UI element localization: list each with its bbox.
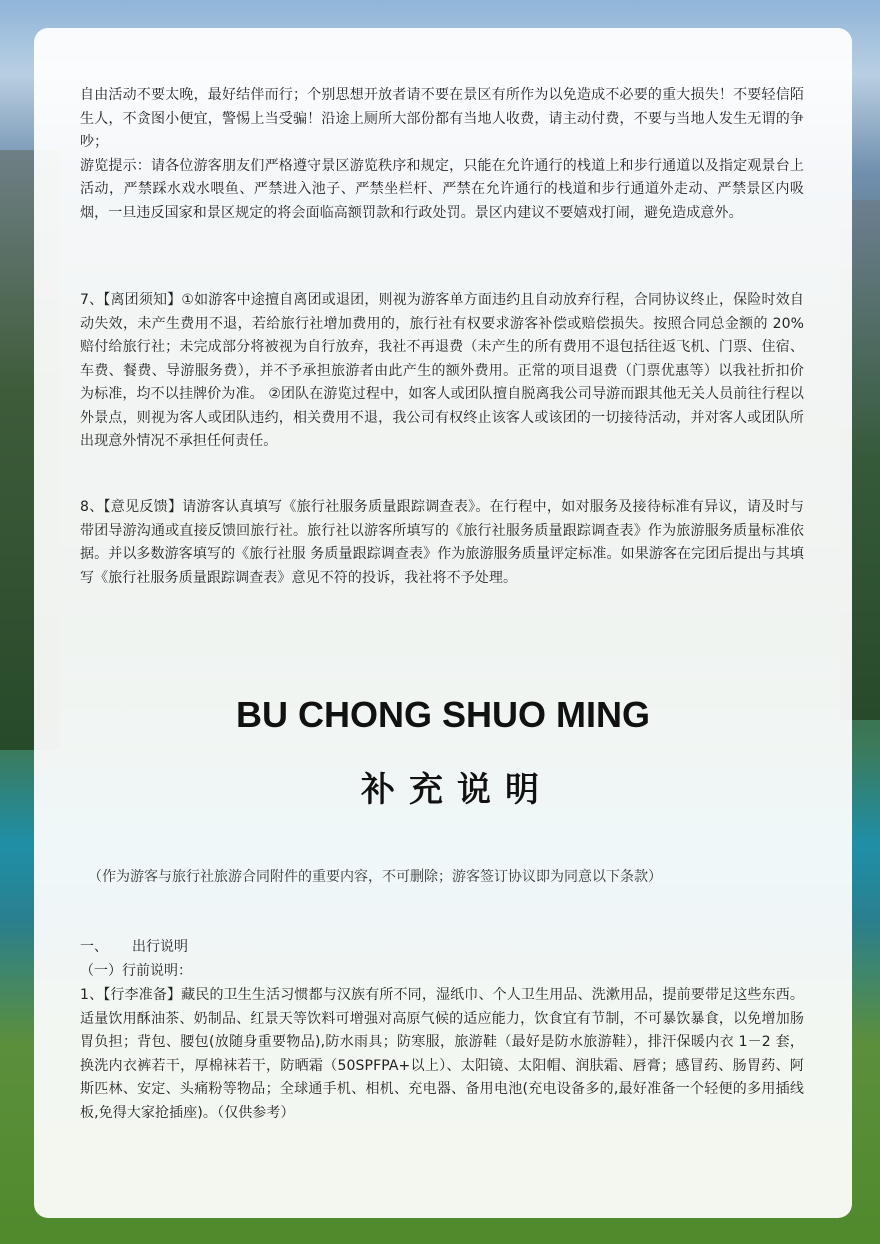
tour-tips-paragraph: 游览提示：请各位游客朋友们严格遵守景区游览秩序和规定，只能在允许通行的栈道上和步行通道以及指定观景台上活动，严禁踩水戏水喂鱼、严禁进入池子、严禁坐栏杆、严禁在允许通行的栈道和步行通道外走动、严禁景区内吸烟，一旦违反国家和景区规定的将会面临高额罚款和行政处罚。景区内建议不要嬉戏打闹，避免造成意外。 <box>80 157 804 221</box>
feedback-block <box>80 496 804 590</box>
feedback-paragraph <box>80 496 804 590</box>
luggage-body: 藏民的卫生生活习惯都与汉族有所不同，湿纸巾、个人卫生用品、洗漱用品，提前要带足这些东西。适量饮用酥油茶、奶制品、红景天等饮料可增强对高原气候的适应能力，饮食宜有节制，不可暴饮暴食，以免增加肠胃负担；背包、腰包(放随身重要物品),防水雨具；防寒服，旅游鞋（最好是防水旅游鞋），排汗保暖内衣 1－2 套，换洗内衣裤若干，厚棉袜若干，防晒霜（50SPFPA+以上）、太阳镜、太阳帽、润肤霜、唇膏；感冒药、肠胃药、阿斯匹林、安定、头痛粉等物品；全球通手机、相机、充电器、备用电池(充电设备多的,最好准备一个轻便的多用插线板,免得大家抢插座)。（仅供参考） <box>80 987 804 1121</box>
subsection-heading: （一）行前说明： <box>80 963 192 979</box>
leave-group-paragraph <box>80 289 804 454</box>
feedback-body: 请游客认真填写《旅行社服务质量跟踪调查表》。在行程中，如对服务及接待标准有异议，请及时与带团导游沟通或直接反馈回旅行社。旅行社以游客所填写的《旅行社服务质量跟踪调查表》作为旅游服务质量标准依据。并以多数游客填写的《旅行社服 务质量跟踪调查表》作为旅游服务质量评定标准。如果游客在完团后提出与其填写《旅行社服务质量跟踪调查表》意见不符的投诉，我社将不予处理。 <box>80 499 804 586</box>
section-number: 一、 <box>80 939 108 955</box>
title-chinese: 补充说明 <box>361 770 553 810</box>
section-heading <box>80 936 188 956</box>
contract-note: （作为游客与旅行社旅游合同附件的重要内容，不可删除；游客签订协议即为同意以下条款） <box>88 869 662 885</box>
feedback-heading: 8、【意见反馈】 <box>80 499 183 515</box>
free-activity-paragraph: 自由活动不要太晚，最好结伴而行；个别思想开放者请不要在景区有所作为以免造成不必要的重大损失！不要轻信陌生人，不贪图小便宜，警惕上当受骗！沿途上厕所大部份都有当地人收费，请主动付费，不要与当地人发生无谓的争吵； <box>80 87 804 150</box>
luggage-block <box>80 984 804 1125</box>
luggage-paragraph <box>80 984 804 1125</box>
leave-group-heading: 7、【离团须知】 <box>80 292 182 308</box>
title-english: BU CHONG SHUO MING <box>236 694 650 735</box>
leave-group-body: ①如游客中途擅自离团或退团，则视为游客单方面违约且自动放弃行程，合同协议终止，保险时效自动失效，未产生费用不退，若给旅行社增加费用的，旅行社有权要求游客补偿或赔偿损失。按照合同总金额的 20%赔付给旅行社；未完成部分将被视为自行放弃，我社不再退费（未产生的所有费用不退包括往返飞机、门票、住宿、车费、餐费、导游服务费），并不予承担旅游者由此产生的额外费用。正常的项目退费（门票优惠等）以我社折扣价为标准，均不以挂牌价为准。 ②团队在游览过程中，如客人或团队擅自脱离我公司导游而跟其他无关人员前往行程以外景点，则视为客人或团队违约，相关费用不退，我公司有权终止该客人或该团的一切接待活动，并对客人或团队所出现意外情况不承担任何责任。 <box>80 292 804 449</box>
free-activity-block <box>80 84 804 225</box>
section-title: 出行说明 <box>132 939 188 955</box>
leave-group-block <box>80 289 804 454</box>
luggage-heading: 1、【行李准备】 <box>80 987 182 1003</box>
